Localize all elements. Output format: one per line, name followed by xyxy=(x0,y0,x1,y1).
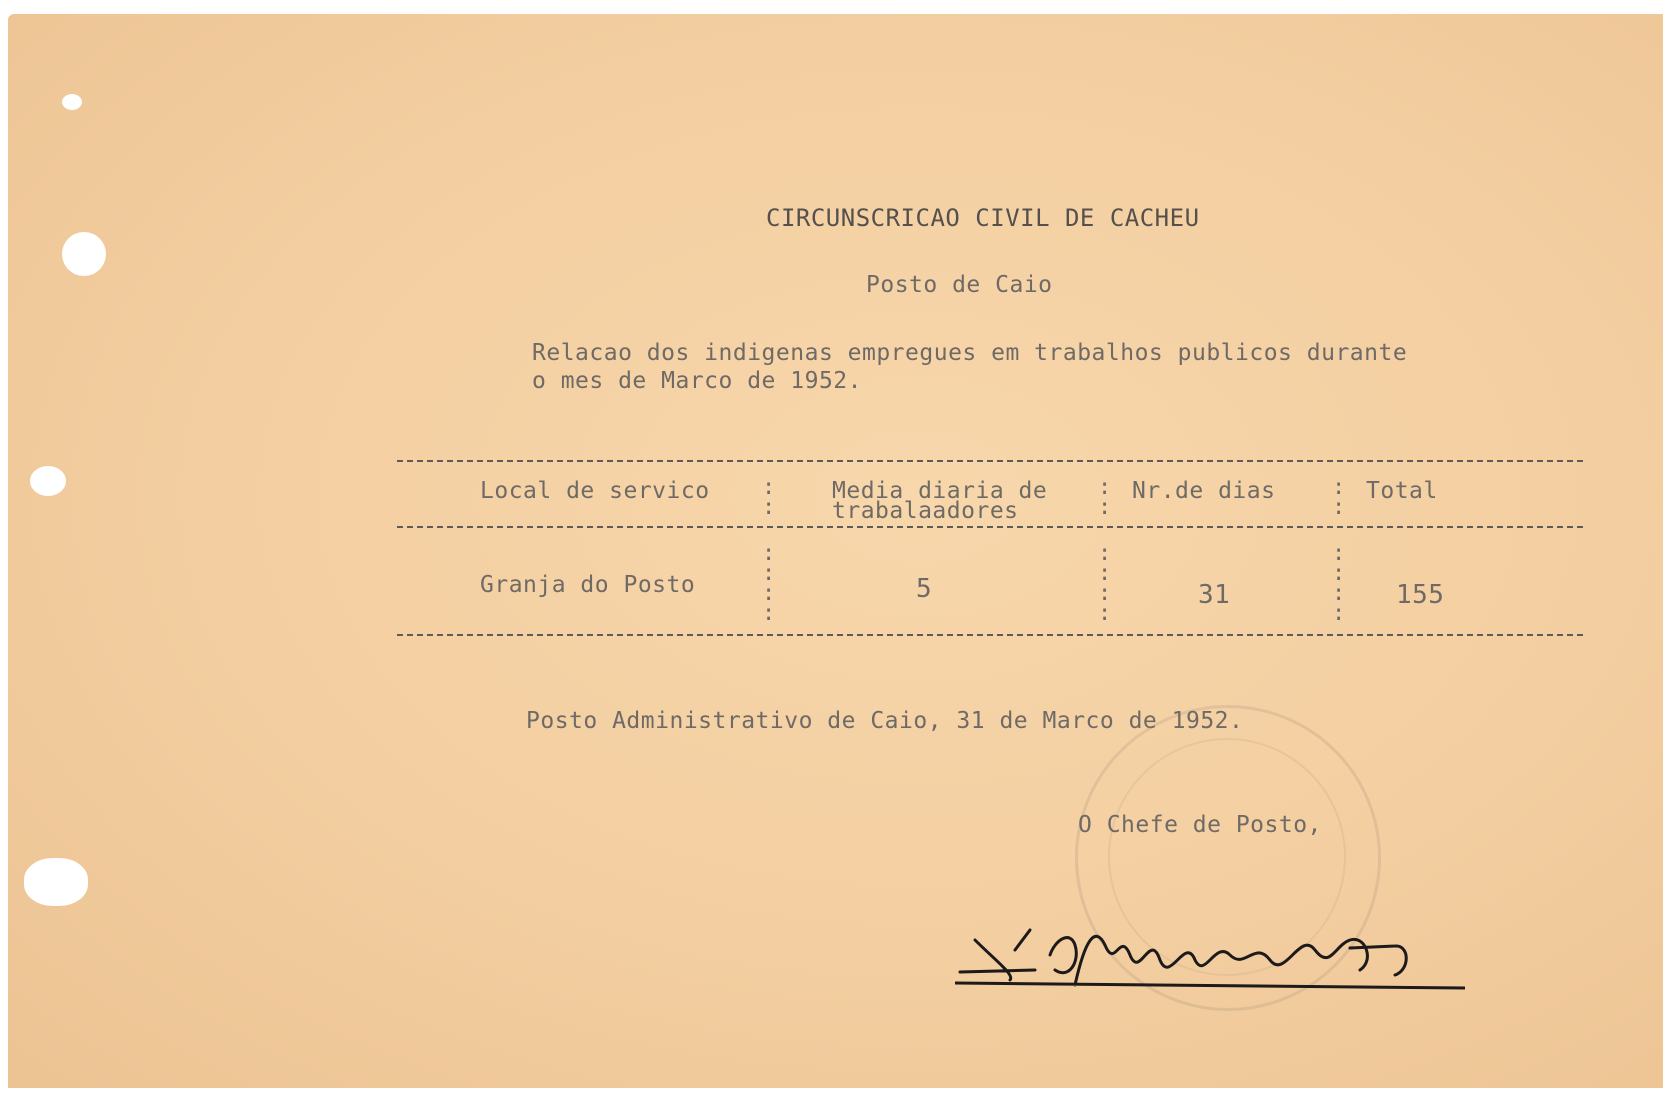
handwritten-signature xyxy=(955,900,1465,1010)
punch-hole-middle xyxy=(30,466,66,496)
document-title: CIRCUNSCRICAO CIVIL DE CACHEU xyxy=(766,204,1200,232)
relation-line-1: Relacao dos indigenas empregues em trabalhos publicos durante xyxy=(532,340,1408,366)
column-separator: : : xyxy=(1332,475,1346,520)
header-media-diaria-line2: trabalaadores xyxy=(832,498,1019,524)
table-header-rule xyxy=(397,526,1583,528)
punch-hole-upper xyxy=(62,232,106,276)
punch-hole-lower xyxy=(24,858,88,906)
column-separator: : : : : xyxy=(1332,541,1346,626)
cell-total: 155 xyxy=(1396,580,1445,610)
header-local-de-servico: Local de servico xyxy=(480,478,710,504)
column-separator: : : xyxy=(1098,475,1112,520)
cell-media: 5 xyxy=(916,574,933,604)
document-subtitle: Posto de Caio xyxy=(866,272,1053,298)
header-nr-de-dias: Nr.de dias xyxy=(1132,478,1276,504)
punch-hole-top xyxy=(62,94,82,110)
header-media-diaria-line1: Media diaria de xyxy=(832,478,1048,504)
signatory-title: O Chefe de Posto, xyxy=(1078,812,1322,838)
place-date-line: Posto Administrativo de Caio, 31 de Marco de 1952. xyxy=(526,708,1244,734)
table-top-rule xyxy=(397,460,1583,462)
table-bottom-rule xyxy=(397,634,1583,636)
cell-local: Granja do Posto xyxy=(480,572,696,598)
column-separator: : : xyxy=(762,475,776,520)
relation-line-2: o mes de Marco de 1952. xyxy=(532,368,862,394)
cell-dias: 31 xyxy=(1198,580,1231,610)
header-total: Total xyxy=(1366,478,1438,504)
column-separator: : : : : xyxy=(1098,541,1112,626)
column-separator: : : : : xyxy=(762,541,776,626)
